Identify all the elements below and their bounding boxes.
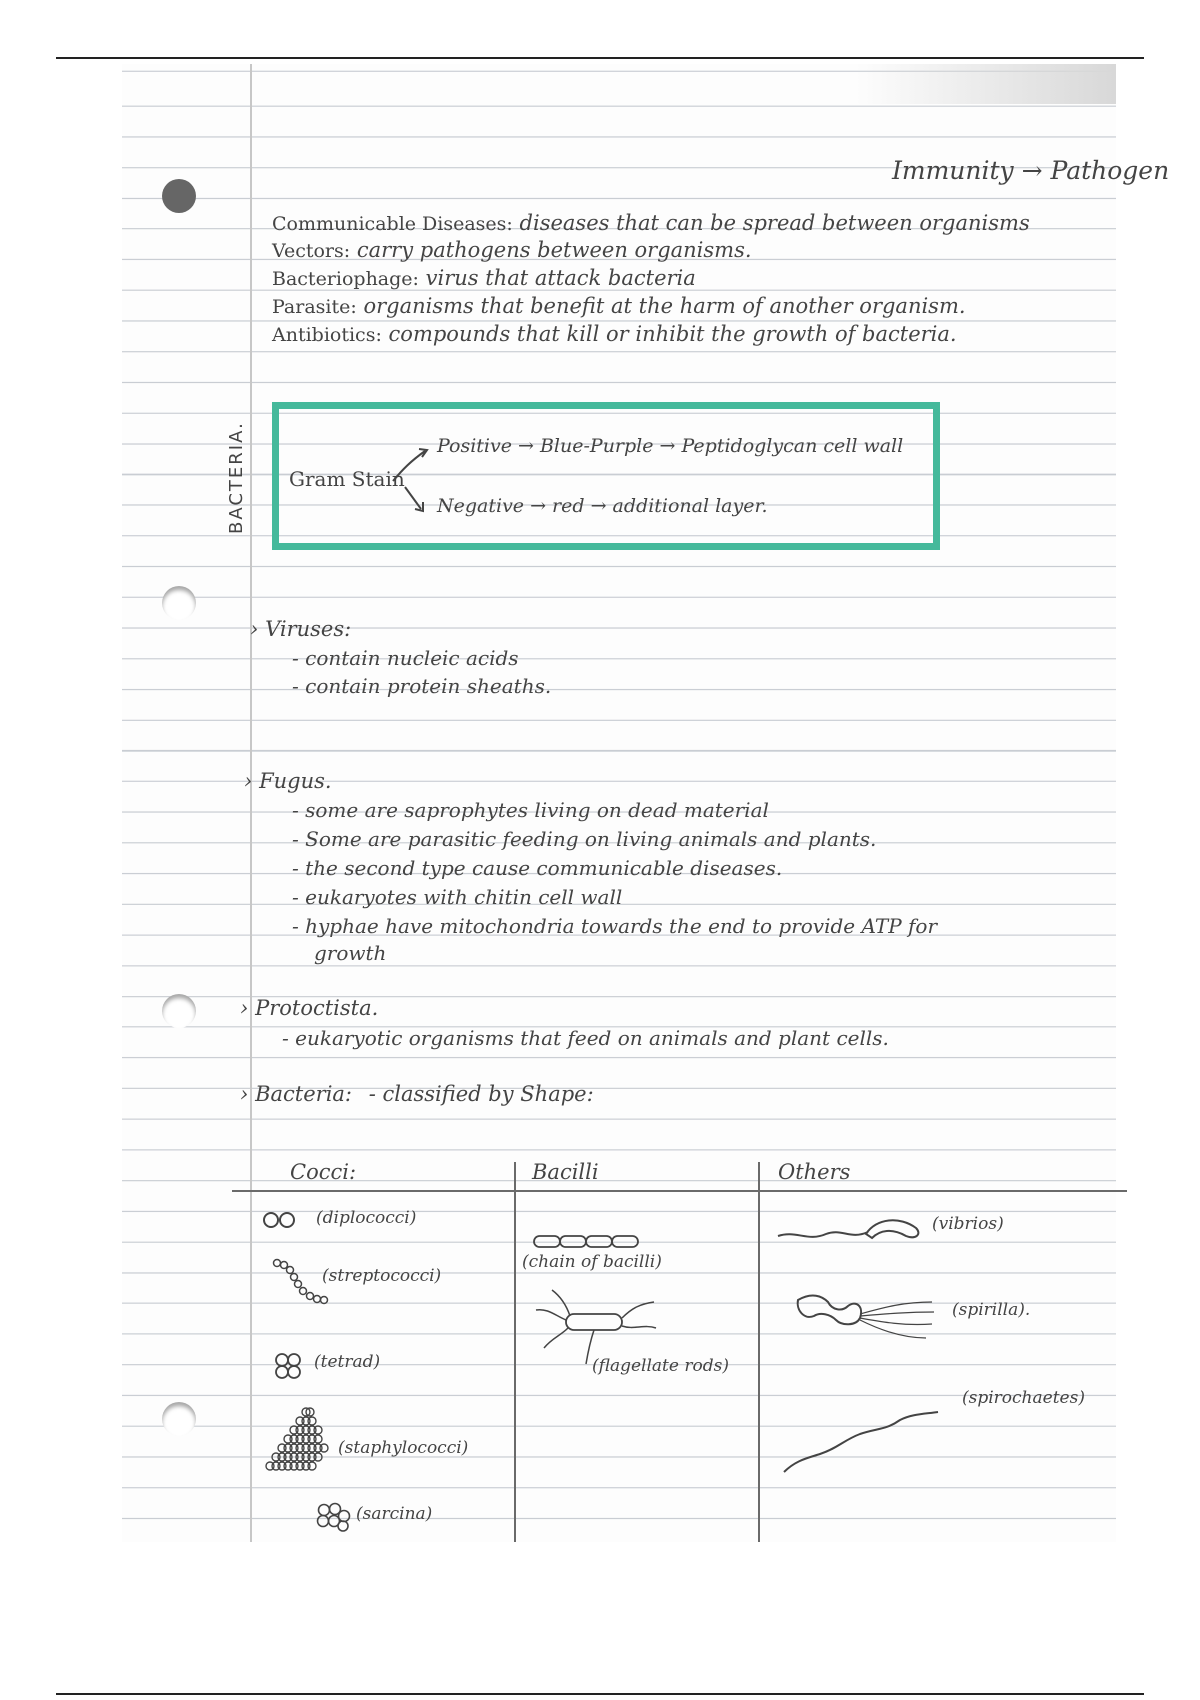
column-header-others: Others	[778, 1160, 851, 1184]
gram-stain-label: Gram Stain	[289, 467, 405, 491]
list-item: - eukaryotes with chitin cell wall	[292, 885, 623, 909]
vibrios-icon	[776, 1212, 926, 1252]
gram-stain-box	[272, 402, 940, 550]
table-header-rule	[232, 1190, 1127, 1192]
list-item: - contain protein sheaths.	[292, 674, 552, 698]
definition-line	[272, 266, 696, 290]
others-caption: (spirochaetes)	[962, 1388, 1085, 1408]
gram-negative: Negative → red → additional layer.	[437, 495, 768, 517]
list-item: - contain nucleic acids	[292, 646, 519, 670]
diplococci-icon	[262, 1210, 302, 1230]
sarcina-icon	[316, 1502, 352, 1532]
definition-term: Parasite:	[272, 296, 357, 318]
staphylococci-icon	[260, 1404, 340, 1484]
list-item: - Some are parasitic feeding on living animals and plants.	[292, 827, 877, 851]
cocci-caption: (tetrad)	[314, 1352, 381, 1372]
others-caption: (vibrios)	[932, 1214, 1004, 1234]
cocci-caption: (staphylococci)	[338, 1438, 469, 1458]
column-header-cocci: Cocci:	[290, 1160, 357, 1184]
definition-line	[272, 322, 957, 346]
gram-positive: Positive → Blue-Purple → Peptidoglycan cell wall	[437, 435, 904, 457]
list-item: - hyphae have mitochondria towards the end to provide ATP for	[292, 914, 938, 938]
definition-line	[272, 294, 966, 318]
margin-line	[250, 64, 252, 1542]
list-item: - the second type cause communicable diseases.	[292, 856, 783, 880]
punch-hole	[162, 179, 196, 213]
punch-hole	[162, 586, 196, 620]
chain-of-bacilli-icon	[532, 1232, 652, 1252]
list-item: growth	[314, 941, 387, 965]
spirilla-icon	[792, 1292, 942, 1352]
lined-paper	[122, 64, 1170, 1542]
section-title-fungus: › Fugus.	[244, 769, 332, 793]
cocci-caption: (sarcina)	[356, 1504, 433, 1524]
tetrad-icon	[274, 1352, 304, 1382]
list-item: - some are saprophytes living on dead material	[292, 798, 769, 822]
punch-hole	[162, 1402, 196, 1436]
side-label: BACTERIA.	[226, 421, 247, 534]
list-item: - eukaryotic organisms that feed on animals and plant cells.	[282, 1026, 889, 1050]
section-title-viruses: › Viruses:	[250, 617, 352, 641]
column-header-bacilli: Bacilli	[532, 1160, 599, 1184]
bacilli-caption: (chain of bacilli)	[522, 1252, 662, 1272]
others-caption: (spirilla).	[952, 1300, 1031, 1320]
definition-text: organisms that benefit at the harm of another organism.	[363, 294, 966, 318]
table-column-divider	[514, 1162, 516, 1542]
cocci-caption: (diplococci)	[316, 1208, 417, 1228]
bacteria-title: › Bacteria:	[240, 1082, 353, 1106]
definition-term: Bacteriophage:	[272, 268, 419, 290]
cocci-caption: (streptococci)	[322, 1266, 442, 1286]
definition-text: virus that attack bacteria	[425, 266, 696, 290]
punch-hole	[162, 994, 196, 1028]
definition-line	[272, 211, 1030, 235]
section-title-bacteria	[240, 1082, 594, 1106]
definition-term: Antibiotics:	[272, 324, 382, 346]
definition-text: compounds that kill or inhibit the growth of bacteria.	[388, 322, 957, 346]
section-title-protoctista: › Protoctista.	[240, 996, 379, 1020]
bottom-rule	[56, 1693, 1144, 1695]
definition-term: Communicable Diseases:	[272, 213, 513, 235]
page-topic: Immunity → Pathogen	[892, 156, 1170, 185]
table-column-divider	[758, 1162, 760, 1542]
definition-line	[272, 238, 752, 262]
spirochaetes-icon	[782, 1410, 942, 1480]
bacteria-note: - classified by Shape:	[368, 1082, 594, 1106]
top-rule	[56, 57, 1144, 59]
flagellate-rods-icon	[530, 1286, 660, 1366]
definition-term: Vectors:	[272, 240, 351, 262]
definition-text: carry pathogens between organisms.	[356, 238, 752, 262]
bacilli-caption: (flagellate rods)	[592, 1356, 729, 1376]
definition-text: diseases that can be spread between organisms	[519, 211, 1030, 235]
